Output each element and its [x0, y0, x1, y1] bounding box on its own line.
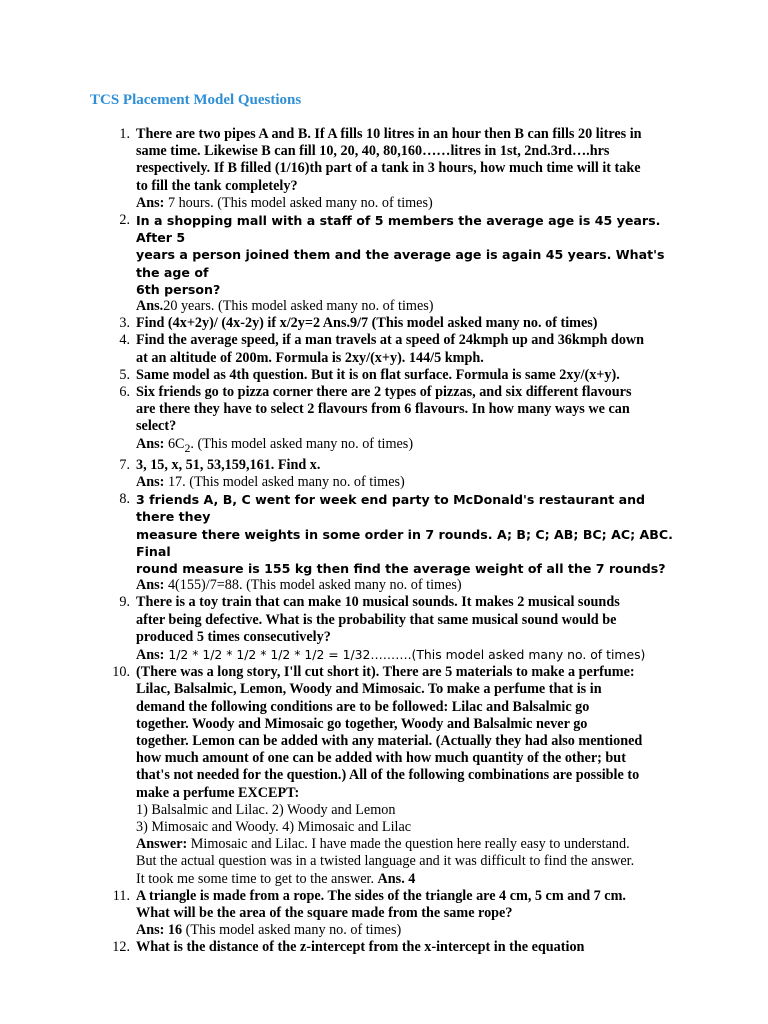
question-number: 7. — [119, 456, 130, 473]
question-number: 1. — [119, 126, 130, 142]
question-text: Find the average speed, if a man travels at a speed of 24kmph up and 36kmph down at an altitude of 200m. Formula is 2xy/(x+y). 144/5 kmph. — [136, 332, 645, 366]
question-number: 5. — [119, 366, 130, 383]
final-answer: Ans. 4 — [377, 870, 416, 887]
question-item — [104, 212, 684, 315]
question-text: Find (4x+2y)/ (4x-2y) if x/2y=2 Ans.9/7 (This model asked many no. of times) — [136, 315, 598, 332]
answer-label: Ans: 16 — [136, 922, 183, 939]
question-item — [104, 491, 684, 594]
page-title: TCS Placement Model Questions — [90, 92, 302, 108]
answer-text-note: . (This model asked many no. of times) — [190, 435, 414, 452]
question-item — [104, 457, 684, 491]
question-number: 2. — [119, 212, 130, 229]
answer-label: Ans: — [136, 435, 165, 452]
question-item — [104, 332, 684, 366]
question-number: 12. — [112, 939, 130, 956]
question-number: 6. — [119, 384, 130, 401]
answer-label: Ans: — [136, 577, 165, 594]
answer-text: 17. (This model asked many no. of times) — [164, 473, 405, 490]
question-text: In a shopping mall with a staff of 5 members the average age is 45 years. After 5 years a person joined them and the average age is again 45 years. What's the age of 6th person? — [136, 213, 665, 297]
answer-line — [136, 195, 684, 212]
answer-text: (This model asked many no. of times) — [182, 922, 402, 939]
question-item — [104, 664, 684, 888]
question-number: 8. — [119, 491, 130, 508]
answer-line — [136, 298, 684, 315]
answer-line — [136, 436, 684, 457]
answer-text: 1/2 * 1/2 * 1/2 * 1/2 * 1/2 = 1/32……….(This model asked many no. of times) — [164, 646, 646, 662]
question-text: 3, 15, x, 51, 53,159,161. Find x. — [136, 456, 321, 473]
question-number: 9. — [119, 594, 130, 611]
question-item — [104, 384, 684, 457]
answer-label: Ans: — [136, 473, 165, 490]
answer-text: 20 years. (This model asked many no. of times) — [163, 298, 434, 315]
question-text: What is the distance of the z-intercept from the x-intercept in the equation — [136, 939, 585, 956]
answer-text: 6C — [164, 435, 185, 452]
question-text: 3 friends A, B, C went for week end party to McDonald's restaurant and there they measure there weights in some order in 7 rounds. A; B; C; AB; BC; AC; ABC. Final round measure is 155 kg then find the average weight of all the 7 rounds? — [136, 492, 673, 576]
question-item — [104, 594, 684, 664]
answer-text: 7 hours. (This model asked many no. of times) — [164, 194, 433, 211]
answer-block — [136, 836, 634, 886]
question-item — [104, 888, 684, 940]
answer-line — [136, 474, 684, 491]
answer-label: Ans. — [136, 298, 164, 315]
question-item — [104, 939, 684, 956]
answer-subscript: 2 — [184, 440, 191, 455]
question-item — [104, 315, 684, 332]
answer-options-line: 1) Balsalmic and Lilac. 2) Woody and Lemon — [136, 801, 396, 818]
question-number: 11. — [112, 887, 130, 904]
question-number: 3. — [119, 315, 130, 332]
question-text: Six friends go to pizza corner there are 2 types of pizzas, and six different flavours are there they have to select 2 flavours from 6 flavours. In how many ways we can select? — [136, 384, 632, 435]
answer-line — [136, 577, 684, 594]
question-item — [104, 126, 684, 212]
question-list — [104, 126, 684, 957]
question-number: 10. — [112, 664, 130, 681]
question-text: (There was a long story, I'll cut short it). There are 5 materials to make a perfume: Lilac, Balsalmic, Lemon, Woody and Mimosaic. To make a perfume that is in demand the following conditions are to be followed: Lilac and Balsalmic go together. Woody and Mimosaic go together, Woody and Balsalmic never go together. Lemon can be added with any material. (Actually they had also mentioned how much amount of one can be added with how much quantity of the other; but that's not needed for the question.) All of the following combinations are possible to make a perfume EXCEPT: — [136, 664, 643, 801]
answer-label: Ans: — [136, 194, 165, 211]
question-text: There are two pipes A and B. If A fills 10 litres in an hour then B can fills 20 litres in same time. Likewise B can fill 10, 20, 40, 80,160……litres in 1st, 2nd.3rd….hrs respectively. If B filled (1/16)th part of a tank in 3 hours, how much time will it take to fill the tank completely? — [136, 126, 642, 194]
answer-text: 4(155)/7=88. (This model asked many no. of times) — [164, 577, 462, 594]
answer-line — [136, 922, 684, 939]
question-text: Same model as 4th question. But it is on flat surface. Formula is same 2xy/(x+y). — [136, 366, 620, 383]
answer-label: Ans: — [136, 646, 165, 663]
answer-line — [136, 646, 684, 664]
question-item — [104, 367, 684, 384]
answer-label: Answer: — [136, 836, 188, 853]
question-text: There is a toy train that can make 10 musical sounds. It makes 2 musical sounds after being defective. What is the probability that same musical sound would be produced 5 times consecutively? — [136, 594, 620, 645]
question-text: A triangle is made from a rope. The sides of the triangle are 4 cm, 5 cm and 7 cm. What will be the area of the square made from the same rope? — [136, 887, 626, 921]
answer-text: Mimosaic and Lilac. I have made the question here really easy to understand. But the actual question was in a twisted language and it was difficult to find the answer. It took me some time to get to the answer. — [136, 836, 635, 887]
answer-options-line: 3) Mimosaic and Woody. 4) Mimosaic and Lilac — [136, 818, 412, 835]
question-number: 4. — [119, 332, 130, 349]
